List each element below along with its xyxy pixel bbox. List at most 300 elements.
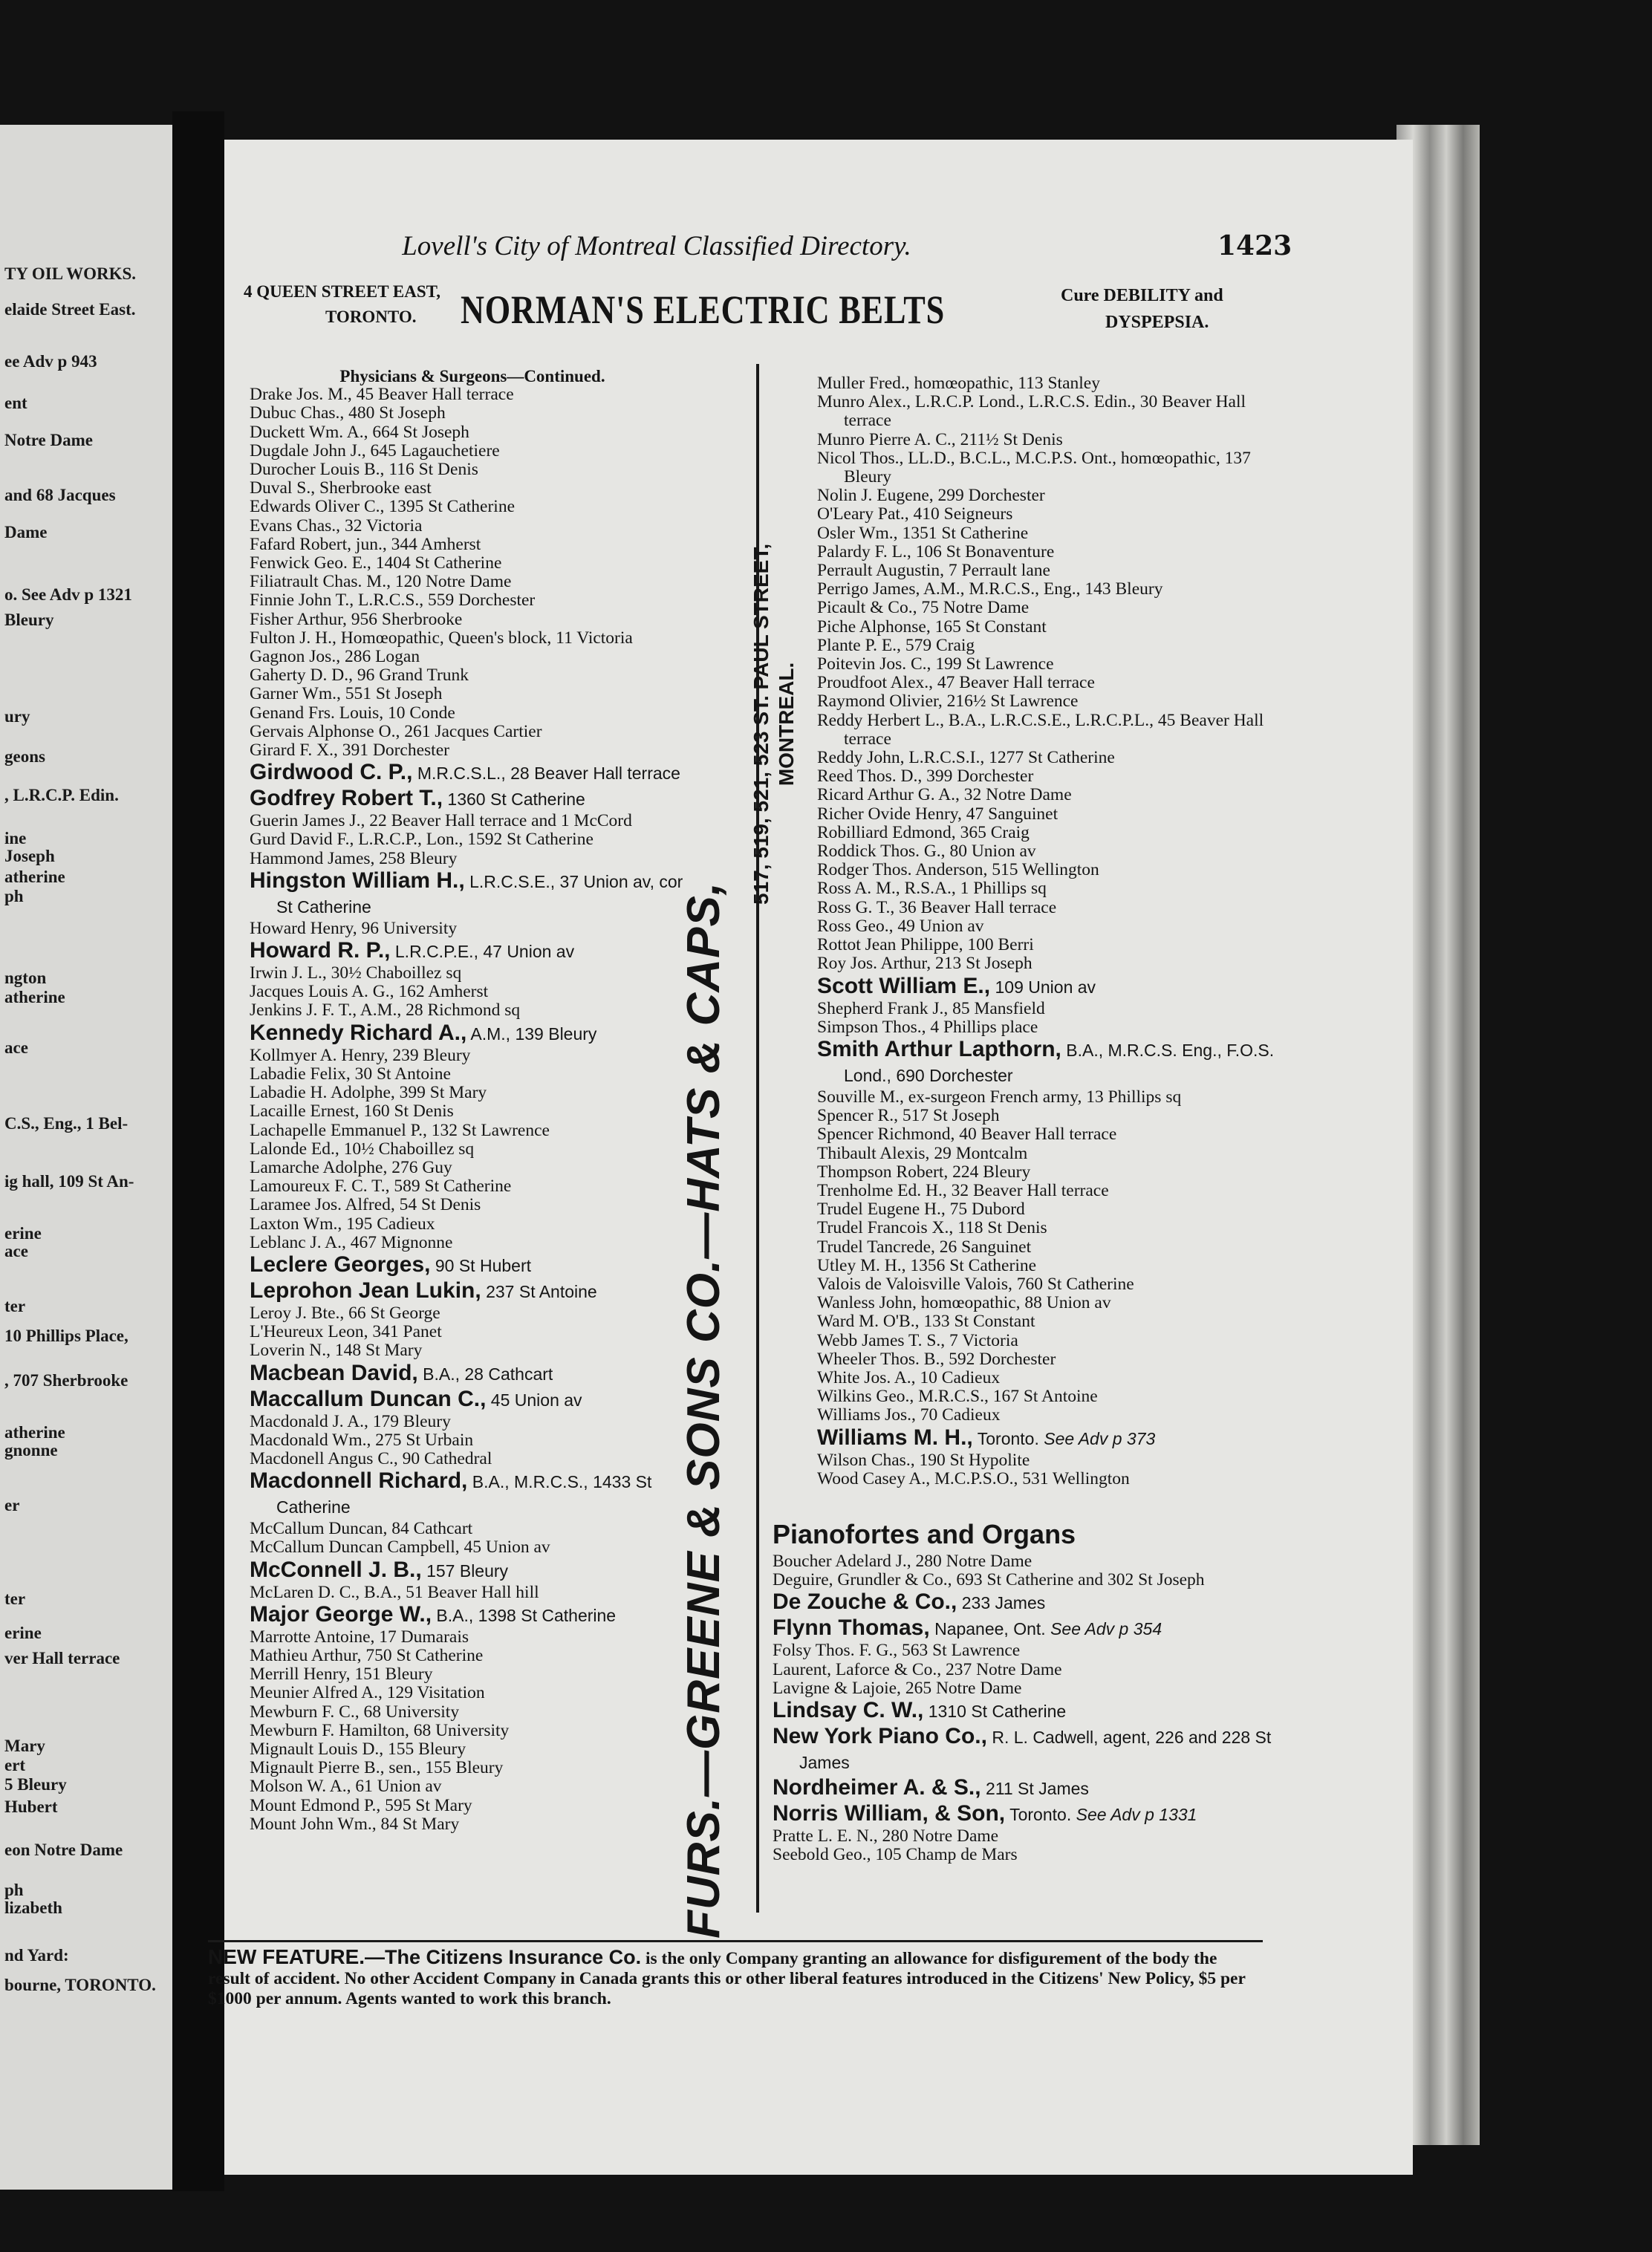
entry-name: Kollmyer A. Henry,	[250, 1045, 388, 1065]
entry-details: L.R.C.S.I., 1277 St Catherine	[904, 748, 1115, 768]
entry-details: homœopathic, 113 Stanley	[909, 374, 1100, 393]
entry-name: Wheeler Thos. B.,	[817, 1349, 945, 1369]
directory-entry	[250, 1102, 695, 1121]
directory-entry	[817, 1470, 1278, 1488]
entry-details: 36 Beaver Hall terrace	[894, 897, 1057, 917]
entry-details: 45 Union av	[459, 1537, 550, 1558]
directory-entry	[250, 423, 695, 442]
entry-name: Fafard Robert, jun.,	[250, 534, 387, 554]
entry-details: 85 Mansfield	[948, 998, 1045, 1018]
left-page-text: , L.R.C.P. Edin.	[4, 786, 119, 804]
section-heading: Pianofortes and Organs	[773, 1519, 1076, 1549]
entry-details: L.R.C.P.E., 47 Union av	[390, 942, 575, 962]
directory-entry	[250, 830, 695, 849]
entry-name: Macdonald J. A.,	[250, 1411, 368, 1431]
section-heading: Physicians & Surgeons—Continued.	[339, 367, 605, 385]
entry-details: 299 Dorchester	[933, 486, 1045, 506]
directory-entry	[250, 1252, 695, 1278]
entry-name: Wood Casey A.,	[817, 1468, 931, 1488]
entry-name: Piche Alphonse,	[817, 616, 931, 637]
entry-details: 179 Bleury	[368, 1411, 451, 1431]
vertical-ad-address-line2: MONTREAL.	[775, 662, 798, 787]
directory-entry	[250, 666, 695, 685]
entry-name: Thompson Robert,	[817, 1162, 949, 1182]
directory-entry	[817, 861, 1278, 879]
entry-name: Thibault Alexis,	[817, 1143, 930, 1163]
directory-entry	[250, 1777, 695, 1796]
column-pianofortes	[773, 1517, 1278, 1864]
left-page-text: TY OIL WORKS.	[4, 264, 137, 283]
directory-entry	[250, 461, 695, 479]
entry-details: 579 Craig	[900, 635, 975, 655]
directory-entry	[250, 1797, 695, 1815]
entry-name: Dugdale John J.,	[250, 440, 366, 461]
directory-entry	[250, 517, 695, 536]
entry-name: Rodger Thos. Anderson,	[817, 860, 988, 880]
entry-details: R.S.A., 1 Phillips sq	[900, 879, 1047, 899]
entry-name: Nicol Thos.,	[817, 448, 904, 468]
left-page-text: Mary	[4, 1737, 45, 1755]
directory-entry	[250, 741, 695, 760]
entry-name: Mount John Wm.,	[250, 1814, 377, 1834]
directory-entry	[817, 1406, 1278, 1425]
entry-name: Mewburn F. C.,	[250, 1702, 360, 1722]
entry-details: 399 Dorchester	[922, 767, 1034, 787]
entry-name: Raymond Olivier,	[817, 691, 943, 712]
directory-entry	[773, 1801, 1278, 1827]
entry-details: L.R.C.P. Lond., L.R.C.S. Edin., 30 Beaver Hall terrace	[844, 392, 1246, 431]
entry-details: 30 St Antoine	[350, 1064, 451, 1084]
entry-name: O'Leary Pat.,	[817, 504, 909, 524]
entry-details: 47 Beaver Hall terrace	[933, 673, 1095, 693]
entry-details: 211 St James	[981, 1779, 1089, 1799]
entry-name: McCallum Duncan Campbell,	[250, 1537, 460, 1558]
vertical-ad-address-line1: 517, 519, 521, 523 ST. PAUL STREET,	[749, 543, 773, 905]
directory-entry	[250, 938, 695, 964]
entry-details: 26 Sanguinet	[934, 1237, 1032, 1257]
entry-details: 592 Dorchester	[944, 1349, 1056, 1369]
directory-entry	[817, 1037, 1278, 1088]
directory-entry	[250, 573, 695, 591]
entry-details: 105 Champ de Mars	[871, 1845, 1018, 1865]
directory-entry	[773, 1775, 1278, 1801]
entry-name: Laxton Wm.,	[250, 1214, 342, 1234]
banner-tagline-line1: Cure DEBILITY and	[1061, 286, 1223, 305]
entry-details: 1404 St Catherine	[371, 553, 502, 573]
entry-details: 109 Union av	[990, 977, 1096, 997]
left-page-text: bourne, TORONTO.	[4, 1976, 156, 1994]
left-page-text: C.S., Eng., 1 Bel-	[4, 1114, 129, 1133]
left-page-text: Bleury	[4, 611, 54, 629]
entry-details: 162 Amherst	[394, 982, 489, 1002]
entry-details: B.A., M.R.C.S. Eng., F.O.S. Lond., 690 Dorchester	[844, 1040, 1275, 1085]
entry-name: Garner Wm.,	[250, 684, 341, 704]
entry-details: 1310 St Catherine	[923, 1702, 1067, 1722]
directory-entry	[250, 983, 695, 1001]
entry-details: 70 Cadieux	[915, 1405, 1001, 1425]
entry-name: Macdonnell Richard,	[250, 1468, 468, 1494]
directory-entry	[250, 1122, 695, 1140]
entry-details: 40 Beaver Hall terrace	[955, 1125, 1117, 1145]
entry-details: B.A., M.R.C.S., 1433 St Catherine	[276, 1472, 652, 1517]
directory-entry	[817, 562, 1278, 580]
directory-entry	[250, 1538, 695, 1557]
entry-details: A.M., 139 Bleury	[466, 1024, 597, 1044]
directory-entry	[773, 1698, 1278, 1724]
entry-details: Sherbrooke east	[315, 478, 432, 498]
entry-details: 341 Panet	[368, 1322, 442, 1342]
entry-details: 160 St Denis	[359, 1101, 454, 1122]
entry-name: Simpson Thos.,	[817, 1017, 926, 1037]
entry-name: Mignault Pierre B.,	[250, 1758, 385, 1778]
entry-name: Deguire, Grundler & Co.,	[773, 1570, 952, 1590]
entry-name: Finnie John T.,	[250, 590, 354, 611]
directory-entry	[817, 1088, 1278, 1107]
entry-details: 216½ St Lawrence	[942, 691, 1079, 712]
directory-entry	[817, 712, 1278, 749]
entry-name: Duval S.,	[250, 478, 316, 498]
directory-entry	[773, 1615, 1278, 1641]
entry-details: 151 Bleury	[350, 1664, 433, 1685]
entry-name: Jenkins J. F. T.,	[250, 1000, 357, 1021]
left-page-text: ine	[4, 829, 27, 847]
entry-name: Maccallum Duncan C.,	[250, 1386, 487, 1411]
directory-entry	[817, 655, 1278, 674]
entry-name: Howard Henry,	[250, 918, 357, 938]
directory-entry	[817, 1107, 1278, 1125]
entry-details: 100 Berri	[963, 935, 1034, 955]
entry-details: 120 Notre Dame	[390, 572, 512, 592]
directory-entry	[773, 1552, 1278, 1571]
entry-name: Ross G. T.,	[817, 897, 895, 917]
left-page-text: ace	[4, 1038, 28, 1057]
entry-name: Smith Arthur Lapthorn,	[817, 1036, 1061, 1061]
directory-entry	[250, 629, 695, 648]
left-page-text: and 68 Jacques	[4, 486, 116, 504]
entry-details: 75 Dubord	[945, 1200, 1025, 1220]
entry-name: Leblanc J. A.,	[250, 1232, 346, 1252]
entry-list	[250, 385, 695, 1834]
entry-name: Durocher Louis B.,	[250, 460, 385, 480]
advertisement-banner	[244, 276, 1269, 358]
left-page-text: ee Adv p 943	[4, 352, 97, 371]
entry-details: 664 St Joseph	[368, 422, 469, 442]
entry-details: 22 Beaver Hall terrace and 1 McCord	[365, 811, 632, 831]
footer-notice	[208, 1940, 1263, 2028]
entry-details: ex-surgeon French army, 13 Phillips sq	[903, 1087, 1182, 1107]
directory-entry	[250, 1387, 695, 1413]
entry-name: Macbean David,	[250, 1360, 418, 1385]
left-page-text: ent	[4, 394, 27, 412]
directory-entry	[250, 920, 695, 938]
directory-entry	[817, 618, 1278, 637]
entry-details: 10 Cadieux	[915, 1367, 1001, 1387]
entry-name: Leprohon Jean Lukin,	[250, 1278, 481, 1303]
entry-details: 75 Notre Dame	[917, 598, 1030, 618]
left-page-text: ig hall, 109 St An-	[4, 1172, 134, 1191]
entry-name: Leclere Georges,	[250, 1252, 431, 1277]
directory-entry	[250, 1584, 695, 1602]
directory-entry	[250, 1684, 695, 1702]
left-page-text: ter	[4, 1297, 26, 1315]
left-page-text: , 707 Sherbrooke	[4, 1371, 129, 1390]
entry-name: Norris William, & Son,	[773, 1801, 1006, 1826]
entry-name: Howard R. P.,	[250, 938, 391, 963]
entry-details: 190 St Hypolite	[914, 1450, 1030, 1470]
directory-entry	[250, 1215, 695, 1234]
left-page-text: ter	[4, 1589, 26, 1608]
left-page-text: ury	[4, 707, 30, 726]
entry-details: 32 Notre Dame	[959, 785, 1072, 805]
entry-name: Williams M. H.,	[817, 1425, 973, 1450]
banner-brand: NORMAN'S ELECTRIC BELTS	[461, 287, 946, 332]
directory-entry	[817, 674, 1278, 692]
entry-details: M.R.C.S.L., 28 Beaver Hall terrace	[412, 764, 680, 784]
directory-entry	[817, 805, 1278, 824]
directory-entry	[817, 1275, 1278, 1294]
directory-entry	[250, 685, 695, 703]
banner-tagline	[1061, 282, 1223, 336]
directory-entry	[817, 1369, 1278, 1387]
entry-details: A.M., 28 Richmond sq	[357, 1000, 521, 1021]
entry-name: Hingston William H.,	[250, 868, 465, 893]
entry-details: 237 St Antoine	[481, 1281, 597, 1301]
entry-name: New York Piano Co.,	[773, 1724, 987, 1749]
running-title: Lovell's City of Montreal Classified Directory.	[402, 231, 911, 261]
entry-details: 32 Victoria	[340, 515, 423, 536]
entry-details: 47 Sanguinet	[961, 804, 1058, 824]
entry-details: 96 Grand Trunk	[353, 665, 469, 686]
directory-entry	[817, 974, 1278, 1000]
entry-name: Leroy J. Bte.,	[250, 1303, 345, 1323]
directory-entry	[250, 442, 695, 461]
entry-name: Wilson Chas.,	[817, 1450, 915, 1470]
book-gutter	[172, 111, 224, 2191]
entry-name: Shepherd Frank J.,	[817, 998, 949, 1018]
directory-entry	[250, 1323, 695, 1341]
entry-name: Mignault Louis D.,	[250, 1739, 384, 1759]
entry-details: 45 Union av	[486, 1390, 582, 1410]
entry-name: Mathieu Arthur,	[250, 1645, 362, 1665]
vertical-ad-furs: FURS.—GREENE & SONS CO.—HATS & CAPS,	[678, 881, 729, 1939]
entry-details: 116 St Denis	[384, 460, 478, 480]
entry-details: 129 Visitation	[382, 1683, 485, 1703]
directory-entry	[250, 1722, 695, 1740]
entry-name: Folsy Thos. F. G.,	[773, 1641, 898, 1661]
entry-name: McConnell J. B.,	[250, 1557, 422, 1582]
directory-entry	[250, 1140, 695, 1159]
entry-details: 10½ Chaboillez sq	[339, 1139, 475, 1159]
entry-name: Girard F. X.,	[250, 741, 338, 761]
entry-name: Dubuc Chas.,	[250, 403, 345, 423]
entry-name: Fulton J. H.,	[250, 628, 336, 648]
entry-details: 96 University	[357, 918, 458, 938]
entry-name: Souville M.,	[817, 1087, 904, 1107]
left-page-text: geons	[4, 747, 45, 766]
entry-details: 344 Amherst	[386, 534, 481, 554]
entry-name: Edwards Oliver C.,	[250, 497, 385, 517]
directory-entry	[250, 1703, 695, 1722]
entry-details: R. L. Cadwell, agent, 226 and 228 St James	[799, 1728, 1272, 1773]
directory-entry	[773, 1589, 1278, 1615]
directory-entry	[773, 1661, 1278, 1679]
entry-advert-reference: See Adv p 354	[1045, 1619, 1162, 1639]
directory-entry	[817, 1219, 1278, 1237]
entry-details: 4 Phillips place	[926, 1017, 1038, 1037]
entry-name: Osler Wm.,	[817, 523, 898, 543]
entry-name: Spencer Richmond,	[817, 1125, 955, 1145]
entry-name: Lamarche Adolphe,	[250, 1157, 388, 1177]
entry-name: Flynn Thomas,	[773, 1615, 930, 1641]
entry-details: 1356 St Catherine	[905, 1255, 1037, 1275]
entry-name: Scott William E.,	[817, 973, 991, 998]
entry-details: 258 Bleury	[374, 848, 458, 868]
left-page-text: erine	[4, 1224, 42, 1243]
directory-entry	[250, 611, 695, 629]
entry-details: 1351 St Catherine	[897, 523, 1029, 543]
entry-details: 760 St Catherine	[1012, 1274, 1134, 1294]
entry-advert-reference: See Adv p 373	[1038, 1428, 1156, 1448]
entry-name: Plante P. E.,	[817, 635, 901, 655]
left-page-text: elaide Street East.	[4, 300, 136, 319]
entry-name: Picault & Co.,	[817, 598, 917, 618]
entry-name: Laurent, Laforce & Co.,	[773, 1659, 942, 1679]
entry-name: Kennedy Richard A.,	[250, 1020, 467, 1045]
entry-list	[817, 374, 1278, 1488]
entry-details: 410 Seigneurs	[908, 504, 1013, 524]
entry-details: 84 St Mary	[376, 1814, 460, 1834]
entry-details: 118 St Denis	[953, 1218, 1047, 1238]
entry-details: 133 St Constant	[919, 1312, 1035, 1332]
entry-name: Perrault Augustin,	[817, 561, 945, 581]
entry-name: Trenholme Ed. H.,	[817, 1180, 947, 1200]
entry-details: 265 Notre Dame	[900, 1678, 1022, 1698]
left-page-text: er	[4, 1496, 20, 1514]
left-page-text: ert	[4, 1756, 26, 1774]
entry-details: Homœopathic, Queen's block, 11 Victoria	[336, 628, 633, 648]
entry-name: Valois de Valoisville Valois,	[817, 1274, 1012, 1294]
directory-entry	[817, 449, 1278, 486]
left-page-text: ph	[4, 887, 24, 905]
entry-details: 90 Cathedral	[397, 1448, 492, 1468]
entry-name: Lamoureux F. C. T.,	[250, 1177, 390, 1197]
entry-details: 165 St Constant	[930, 616, 1047, 637]
directory-entry	[250, 1159, 695, 1177]
entry-name: McLaren D. C.,	[250, 1582, 360, 1602]
entry-details: 80 Union av	[945, 842, 1036, 862]
entry-details: L.R.C.S., 559 Dorchester	[354, 590, 536, 611]
entry-name: Williams Jos.,	[817, 1405, 916, 1425]
entry-details: Toronto.	[972, 1428, 1039, 1448]
entry-name: Gurd David F.,	[250, 830, 354, 850]
entry-name: Boucher Adelard J.,	[773, 1552, 911, 1571]
entry-details: 563 St Lawrence	[897, 1641, 1021, 1661]
entry-name: Irwin J. L.,	[250, 963, 327, 983]
entry-name: Trudel Francois X.,	[817, 1218, 954, 1238]
entry-details: 7 Victoria	[945, 1330, 1018, 1350]
entry-details: 66 St George	[344, 1303, 440, 1323]
entry-details: Napanee, Ont.	[929, 1619, 1046, 1639]
directory-entry	[817, 842, 1278, 861]
entry-name: Major George W.,	[250, 1601, 432, 1627]
entry-details: M.R.C.S., 167 St Antoine	[914, 1387, 1098, 1407]
directory-entry	[817, 1145, 1278, 1163]
left-page-text: atherine	[4, 988, 65, 1006]
entry-name: Poitevin Jos. C.,	[817, 654, 931, 674]
entry-details: 68 University	[359, 1702, 460, 1722]
entry-details: 54 St Denis	[394, 1195, 481, 1215]
entry-name: Godfrey Robert T.,	[250, 786, 443, 811]
left-page-text: Dame	[4, 523, 48, 541]
entry-name: Guerin James J.,	[250, 811, 365, 831]
directory-entry	[250, 1177, 695, 1196]
directory-entry	[250, 1047, 695, 1065]
directory-entry	[817, 692, 1278, 711]
directory-entry	[817, 1425, 1278, 1451]
directory-entry	[817, 1257, 1278, 1275]
directory-entry	[817, 786, 1278, 804]
directory-entry	[250, 591, 695, 610]
entry-details: 275 St Urbain	[371, 1430, 474, 1450]
directory-entry	[250, 1468, 695, 1520]
entry-name: Proudfoot Alex.,	[817, 673, 934, 693]
entry-details: 213 St Joseph	[931, 954, 1032, 974]
entry-details: B.A., 51 Beaver Hall hill	[360, 1582, 539, 1602]
entry-name: Reddy John,	[817, 748, 905, 768]
entry-name: Gaherty D. D.,	[250, 665, 354, 686]
directory-entry	[817, 899, 1278, 917]
directory-entry	[817, 1451, 1278, 1470]
directory-entry	[817, 1018, 1278, 1037]
entry-details: 90 St Hubert	[430, 1255, 531, 1275]
directory-entry	[817, 1312, 1278, 1331]
entry-details: 195 Cadieux	[342, 1214, 435, 1234]
directory-entry	[250, 1341, 695, 1360]
directory-entry	[250, 868, 695, 920]
entry-details: 30½ Chaboillez sq	[326, 963, 462, 983]
entry-details: 84 Cathcart	[387, 1519, 473, 1539]
entry-details: 224 Bleury	[948, 1162, 1031, 1182]
entry-details: 261 Jacques Cartier	[400, 721, 542, 741]
left-page-text: ph	[4, 1881, 24, 1899]
directory-entry	[773, 1679, 1278, 1698]
directory-entry	[817, 374, 1278, 393]
left-page-text: gnonne	[4, 1441, 58, 1459]
directory-entry	[250, 1665, 695, 1684]
entry-details: 7 Perrault lane	[944, 561, 1050, 581]
entry-name: L'Heureux Leon,	[250, 1322, 368, 1342]
entry-name: Roy Jos. Arthur,	[817, 954, 931, 974]
directory-entry	[250, 1602, 695, 1628]
entry-advert-reference: See Adv p 1331	[1071, 1805, 1197, 1825]
directory-entry	[250, 1520, 695, 1538]
entry-name: Seebold Geo.,	[773, 1845, 871, 1865]
directory-entry	[817, 580, 1278, 599]
entry-name: Perrigo James,	[817, 579, 920, 599]
entry-name: Macdonell Angus C.,	[250, 1448, 398, 1468]
entry-details: 132 St Lawrence	[426, 1120, 550, 1140]
directory-entry	[817, 599, 1278, 617]
entry-details: 106 St Bonaventure	[911, 541, 1055, 562]
entry-name: Ricard Arthur G. A.,	[817, 785, 960, 805]
entry-name: Robilliard Edmond,	[817, 822, 956, 842]
entry-name: Gagnon Jos.,	[250, 647, 341, 667]
entry-details: 399 St Mary	[394, 1083, 487, 1103]
entry-details: 365 Craig	[955, 822, 1030, 842]
entry-details: 155 Bleury	[383, 1739, 466, 1759]
directory-entry	[250, 1278, 695, 1304]
entry-name: White Jos. A.,	[817, 1367, 916, 1387]
